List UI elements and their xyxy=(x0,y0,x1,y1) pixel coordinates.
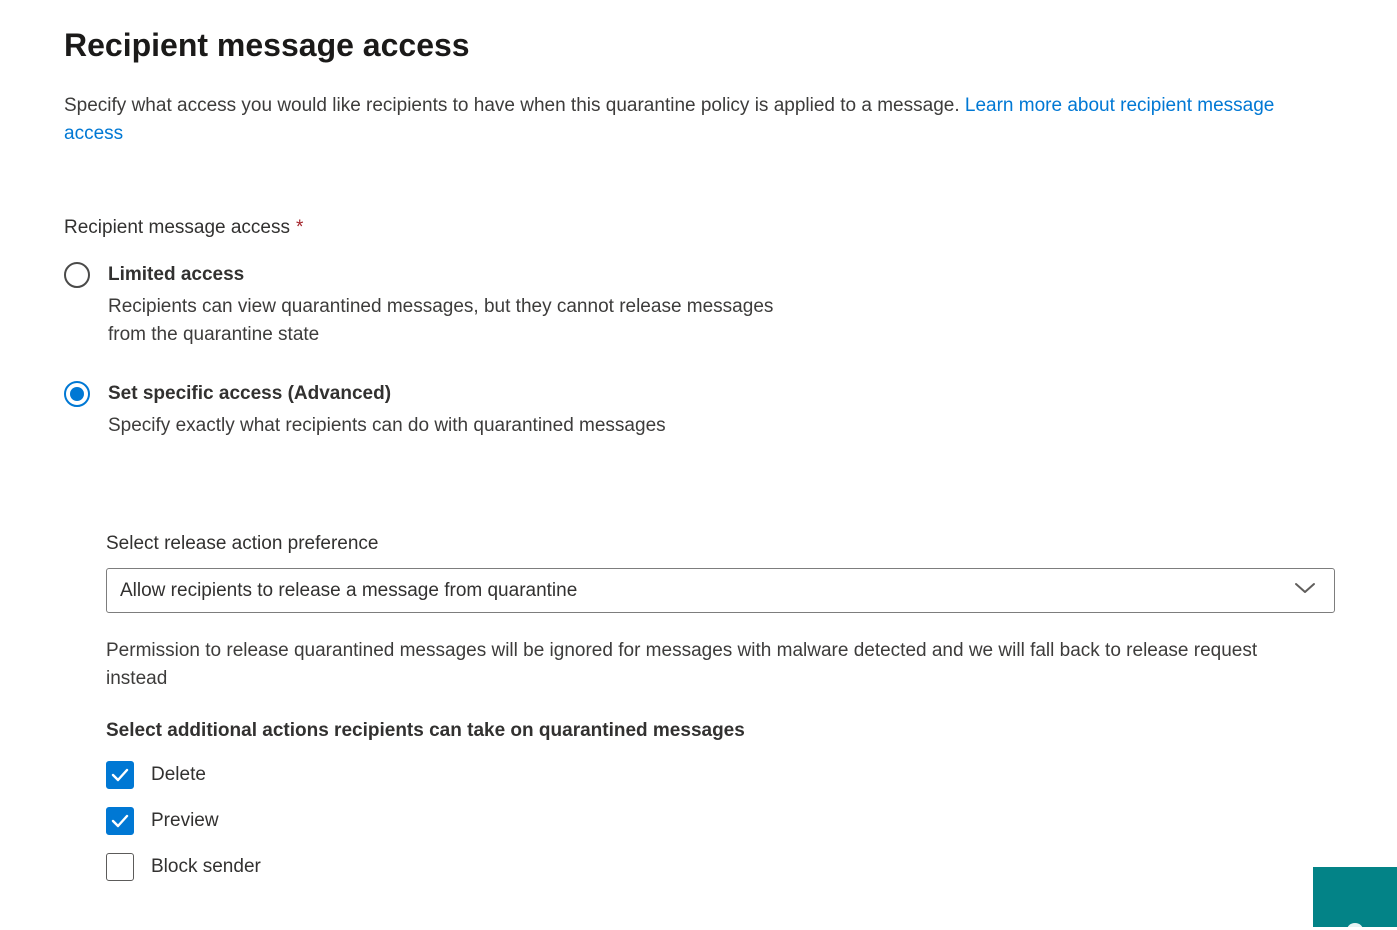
radio-description: Recipients can view quarantined messages, but they cannot release messages from the quarantine state xyxy=(108,296,774,345)
required-asterisk: * xyxy=(296,217,304,238)
release-action-selected-value: Allow recipients to release a message from quarantine xyxy=(120,579,578,601)
radio-button-icon[interactable] xyxy=(64,262,90,288)
malware-release-note: Permission to release quarantined messages will be ignored for messages with malware detected and we will fall back to release request instead xyxy=(106,640,1258,689)
checkbox-option-delete[interactable] xyxy=(106,761,1337,789)
checkbox-icon[interactable] xyxy=(106,761,134,789)
release-preference-label: Select release action preference xyxy=(106,533,379,554)
page-title: Recipient message access xyxy=(64,27,470,63)
radio-button-icon[interactable] xyxy=(64,381,90,407)
radio-label: Limited access xyxy=(108,264,245,285)
radio-option-limited-access[interactable] xyxy=(64,262,1337,349)
additional-actions-label: Select additional actions recipients can take on quarantined messages xyxy=(106,720,745,741)
checkmark-icon xyxy=(111,768,129,782)
radio-dot-icon xyxy=(70,387,84,401)
radio-description: Specify exactly what recipients can do with quarantined messages xyxy=(108,415,666,436)
recipient-access-field-label xyxy=(64,216,1337,240)
learn-more-link[interactable]: Learn more about recipient message access xyxy=(64,95,1275,144)
chevron-down-icon xyxy=(1294,581,1316,600)
checkbox-icon[interactable] xyxy=(106,807,134,835)
intro-paragraph xyxy=(64,92,1304,148)
release-action-dropdown[interactable] xyxy=(106,568,1335,613)
advanced-access-settings xyxy=(106,532,1337,881)
field-label-text: Recipient message access xyxy=(64,217,290,238)
feedback-smiley-icon xyxy=(1347,923,1363,930)
checkbox-option-block-sender[interactable] xyxy=(106,853,1337,881)
intro-text: Specify what access you would like recipients to have when this quarantine policy is applied to a message. xyxy=(64,95,965,116)
checkbox-label: Delete xyxy=(151,764,206,785)
checkmark-icon xyxy=(111,814,129,828)
checkbox-option-preview[interactable] xyxy=(106,807,1337,835)
feedback-button[interactable] xyxy=(1313,867,1397,927)
checkbox-label: Preview xyxy=(151,810,219,831)
checkbox-label: Block sender xyxy=(151,856,261,877)
radio-label: Set specific access (Advanced) xyxy=(108,383,392,404)
radio-option-set-specific-access[interactable] xyxy=(64,381,1337,440)
checkbox-icon[interactable] xyxy=(106,853,134,881)
